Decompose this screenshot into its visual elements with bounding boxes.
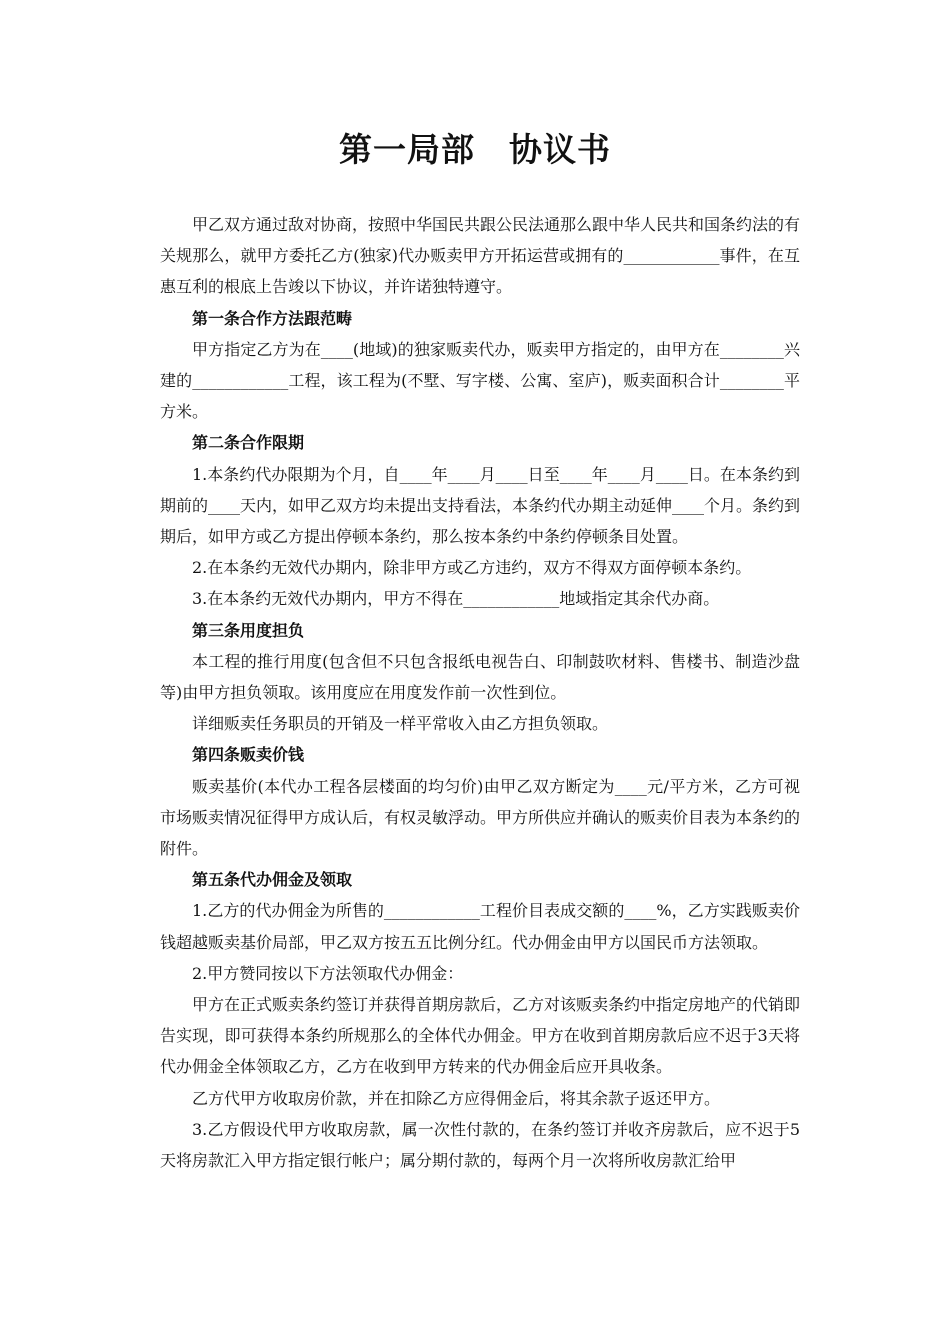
document-body (160, 209, 800, 1176)
section-heading: 第三条用度担负 (192, 620, 305, 640)
paragraph: 贩卖基价(本代办工程各层楼面的均匀价)由甲乙双方断定为____元/平方米，乙方可视市场贩卖情况征得甲方成认后，有权灵敏浮动。甲方所供应并确认的贩卖价目表为本条约的附件。 (160, 776, 801, 859)
section-heading: 第四条贩卖价钱 (192, 745, 305, 765)
paragraph: 3.乙方假设代甲方收取房款，属一次性付款的，在条约签订并收齐房款后，应不迟于5天将房款汇入甲方指定银行帐户；属分期付款的，每两个月一次将所收房款汇给甲 (160, 1119, 800, 1171)
paragraph: 本工程的推行用度(包含但不只包含报纸电视告白、印制鼓吹材料、售楼书、制造沙盘等)由甲方担负领取。该用度应在用度发作前一次性到位。 (160, 651, 800, 703)
paragraph: 2.在本条约无效代办期内，除非甲方或乙方违约，双方不得双方面停顿本条约。 (192, 558, 752, 578)
section-heading: 第二条合作限期 (192, 433, 305, 453)
paragraph: 甲方指定乙方为在____(地域)的独家贩卖代办，贩卖甲方指定的，由甲方在________兴建的____________工程，该工程为(不墅、写字楼、公寓、室庐)，贩卖面积合计________平方米。 (160, 339, 800, 422)
paragraph: 乙方代甲方收取房价款，并在扣除乙方应得佣金后，将其余款子返还甲方。 (192, 1088, 721, 1108)
section-heading: 第一条合作方法跟范畴 (192, 308, 353, 328)
paragraph: 甲乙双方通过敌对协商，按照中华国民共跟公民法通那么跟中华人民共和国条约法的有关规那么，就甲方委托乙方(独家)代办贩卖甲方开拓运营或拥有的____________事件，在互惠互利的根底上告竣以下协议，并许诺独特遵守。 (160, 215, 801, 297)
paragraph: 2.甲方赞同按以下方法领取代办佣金： (192, 963, 464, 983)
paragraph: 详细贩卖任务职员的开销及一样平常收入由乙方担负领取。 (192, 714, 609, 734)
paragraph: 甲方在正式贩卖条约签订并获得首期房款后，乙方对该贩卖条约中指定房地产的代销即告实现，即可获得本条约所规那么的全体代办佣金。甲方在收到首期房款后应不迟于3天将代办佣金全体领取乙方，乙方在收到甲方转来的代办佣金后应开具收条。 (160, 995, 801, 1077)
paragraph: 1.本条约代办限期为个月，自____年____月____日至____年____月____日。在本条约到期前的____天内，如甲乙双方均未提出支持看法，本条约代办期主动延伸____个月。条约到期后，如甲方或乙方提出停顿本条约，那么按本条约中条约停顿条目处置。 (160, 464, 801, 547)
paragraph: 3.在本条约无效代办期内，甲方不得在____________地域指定其余代办商。 (192, 589, 720, 609)
section-heading: 第五条代办佣金及领取 (192, 870, 353, 890)
document-title: 第一局部 协议书 (339, 130, 611, 169)
paragraph: 1.乙方的代办佣金为所售的____________工程价目表成交额的____%，乙方实践贩卖价钱超越贩卖基价局部，甲乙双方按五五比例分红。代办佣金由甲方以国民币方法领取。 (160, 901, 800, 952)
